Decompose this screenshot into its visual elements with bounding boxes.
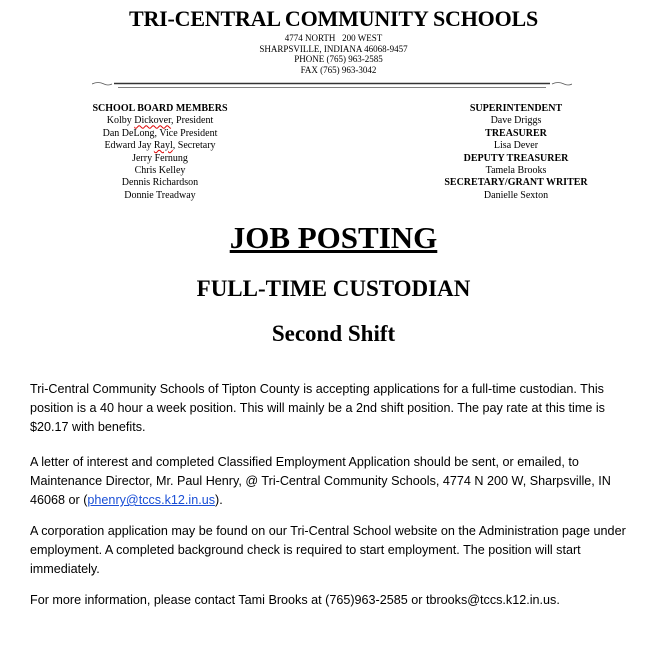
board-member: Dan DeLong, Vice President	[102, 127, 218, 139]
position-title: FULL-TIME CUSTODIAN	[196, 276, 471, 301]
treasurer-name: Lisa Dever	[493, 140, 539, 152]
address-line-2: SHARPSVILLE, INDIANA 46068-9457	[259, 43, 408, 54]
paragraph-1: Tri-Central Community Schools of Tipton County is accepting applications for a full-time custodian. This position is a 40 hour a week position. This will mainly be a 2nd shift position. The pay rate at this time is $20.17 with benefits.	[30, 382, 605, 434]
board-member: Donnie Treadway	[124, 189, 196, 201]
email-link[interactable]: phenry@tccs.k12.in.us	[87, 493, 216, 507]
board-member: Chris Kelley	[134, 165, 186, 177]
paragraph-3: A corporation application may be found on our Tri-Central School website on the Administration page under employment. A completed background check is required to start employment. The position will start immediately.	[30, 524, 626, 576]
address-line-1: 4774 NORTH 200 WEST	[284, 33, 383, 43]
paragraph-2-end: ).	[215, 493, 223, 507]
board-member: Jerry Fernung	[132, 152, 188, 164]
phone: PHONE (765) 963-2585	[294, 54, 383, 64]
treasurer-heading: TREASURER	[485, 127, 547, 139]
board-member: Dennis Richardson	[121, 177, 199, 189]
deputy-name: Tamela Brooks	[485, 165, 547, 177]
paragraph-2	[30, 453, 640, 510]
decorative-divider	[92, 80, 572, 90]
paragraph-4: For more information, please contact Tami Brooks at (765)963-2585 or tbrooks@tccs.k12.in.us.	[30, 593, 560, 607]
shift-title: Second Shift	[271, 321, 396, 346]
board-member: Edward Jay Rayl, Secretary	[104, 140, 216, 152]
superintendent-name: Dave Driggs	[490, 115, 542, 127]
superintendent-heading: SUPERINTENDENT	[469, 103, 563, 114]
deputy-heading: DEPUTY TREASURER	[463, 152, 569, 164]
paragraph-2-text: A letter of interest and completed Classified Employment Application should be sent, or emailed, to Maintenance Director, Mr. Paul Henry, @ Tri-Central Community Schools, 4774 N 200 W, Sharpsville, IN 46068 or (	[30, 455, 611, 507]
secretary-name: Danielle Sexton	[483, 189, 549, 201]
board-heading: SCHOOL BOARD MEMBERS	[92, 103, 228, 114]
secretary-heading: SECRETARY/GRANT WRITER	[444, 177, 588, 189]
board-member: Kolby Dickover, President	[106, 115, 214, 127]
job-posting-heading: JOB POSTING	[229, 220, 438, 255]
board-members	[86, 103, 234, 202]
fax: FAX (765) 963-3042	[300, 64, 377, 75]
administration	[436, 103, 596, 202]
school-name: TRI-CENTRAL COMMUNITY SCHOOLS	[129, 6, 538, 31]
